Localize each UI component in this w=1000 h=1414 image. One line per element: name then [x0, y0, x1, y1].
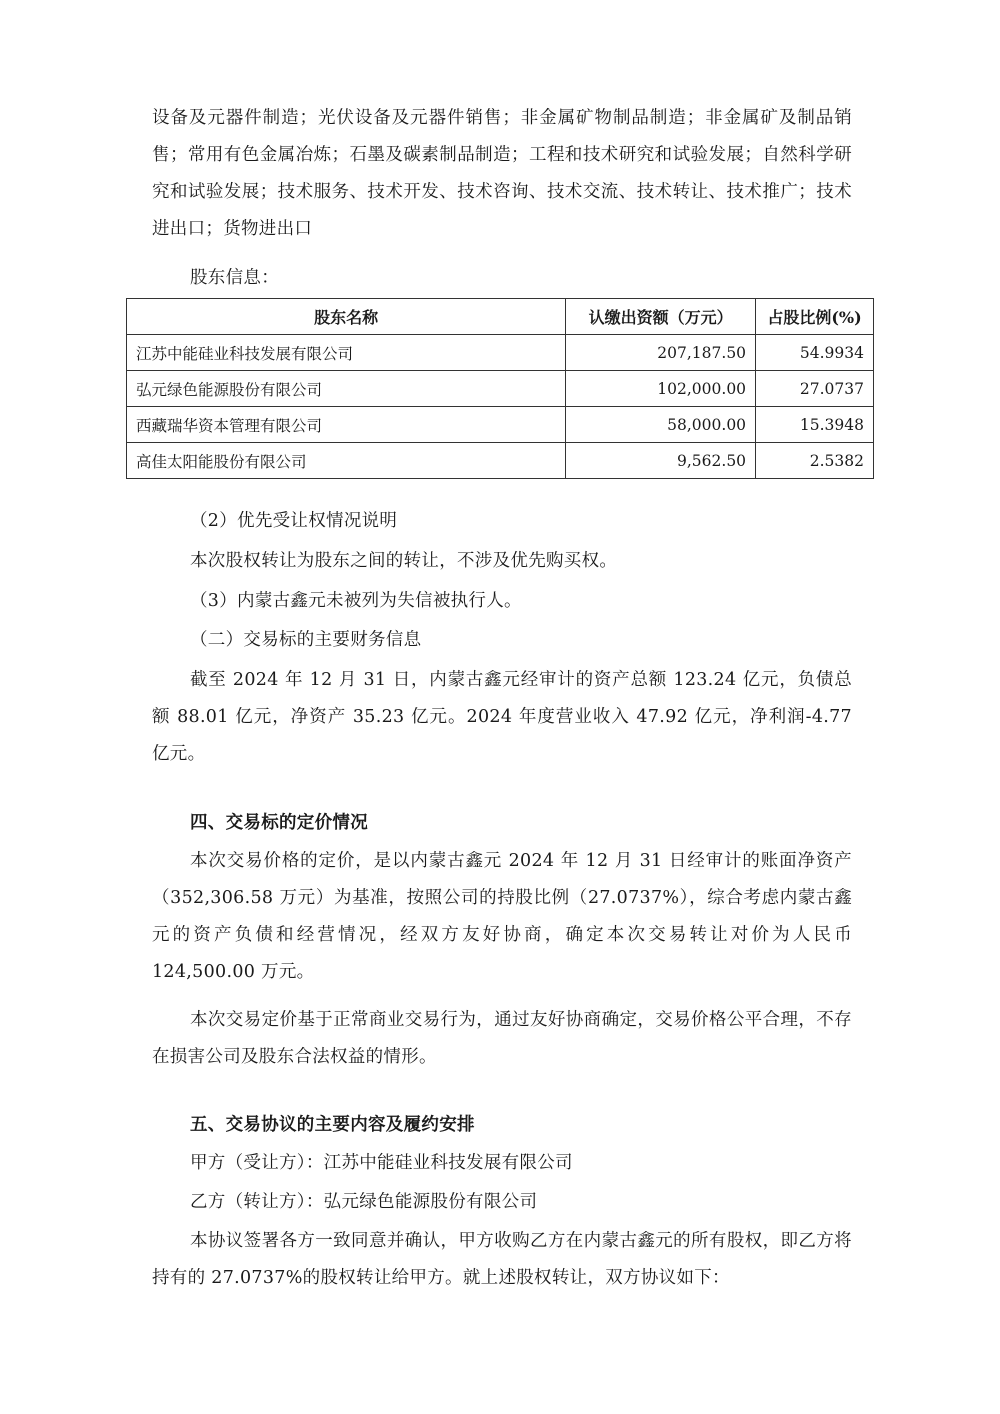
preemptive-right-title: （2）优先受让权情况说明: [190, 511, 398, 531]
subscribed-capital: 9,562.50: [566, 443, 756, 479]
shareholder-table: [126, 298, 874, 479]
table-row: [127, 371, 874, 407]
agreement-heading: 五、交易协议的主要内容及履约安排: [190, 1115, 475, 1135]
share-ratio: 54.9934: [756, 335, 874, 371]
party-b-line: 乙方（转让方）：弘元绿色能源股份有限公司: [190, 1192, 538, 1212]
pricing-paragraph-2: 本次交易定价基于正常商业交易行为，通过友好协商确定，交易价格公平合理，不存在损害公司及股东合法权益的情形。: [152, 1010, 852, 1067]
subscribed-capital: 207,187.50: [566, 335, 756, 371]
share-ratio: 2.5382: [756, 443, 874, 479]
agreement-text: 本协议签署各方一致同意并确认，甲方收购乙方在内蒙古鑫元的所有股权，即乙方将持有的 27.0737%的股权转让给甲方。就上述股权转让，双方协议如下：: [152, 1231, 852, 1288]
header-subscribed-capital: 认缴出资额（万元）: [566, 299, 756, 335]
party-a-line: 甲方（受让方）：江苏中能硅业科技发展有限公司: [190, 1153, 573, 1173]
shareholder-name: 弘元绿色能源股份有限公司: [127, 371, 566, 407]
financial-info-text: 截至 2024 年 12 月 31 日，内蒙古鑫元经审计的资产总额 123.24 亿元，负债总额 88.01 亿元，净资产 35.23 亿元。2024 年度营业收入 47.92 亿元，净利润-4.77 亿元。: [152, 670, 852, 764]
header-share-ratio: 占股比例(%): [756, 299, 874, 335]
dishonest-status-title: （3）内蒙古鑫元未被列为失信被执行人。: [190, 591, 522, 611]
preemptive-right-text: 本次股权转让为股东之间的转让，不涉及优先购买权。: [190, 551, 618, 571]
table-row: [127, 407, 874, 443]
shareholder-name: 江苏中能硅业科技发展有限公司: [127, 335, 566, 371]
subscribed-capital: 102,000.00: [566, 371, 756, 407]
table-row: [127, 335, 874, 371]
table-header-row: [127, 299, 874, 335]
shareholder-caption: 股东信息：: [190, 268, 279, 288]
pricing-paragraph-1: 本次交易价格的定价，是以内蒙古鑫元 2024 年 12 月 31 日经审计的账面净资产（352,306.58 万元）为基准，按照公司的持股比例（27.0737%），综合考虑内蒙古鑫元的资产负债和经营情况，经双方友好协商，确定本次交易转让对价为人民币 124,500.00 万元。: [152, 851, 852, 982]
financial-info-title: （二）交易标的主要财务信息: [190, 630, 422, 650]
shareholder-name: 西藏瑞华资本管理有限公司: [127, 407, 566, 443]
subscribed-capital: 58,000.00: [566, 407, 756, 443]
share-ratio: 15.3948: [756, 407, 874, 443]
table-row: [127, 443, 874, 479]
share-ratio: 27.0737: [756, 371, 874, 407]
business-scope-text: 设备及元器件制造；光伏设备及元器件销售；非金属矿物制品制造；非金属矿及制品销售；常用有色金属冶炼；石墨及碳素制品制造；工程和技术研究和试验发展；自然科学研究和试验发展；技术服务、技术开发、技术咨询、技术交流、技术转让、技术推广；技术进出口；货物进出口: [152, 108, 852, 239]
shareholder-name: 高佳太阳能股份有限公司: [127, 443, 566, 479]
header-shareholder-name: 股东名称: [127, 299, 566, 335]
pricing-heading: 四、交易标的定价情况: [190, 813, 368, 833]
